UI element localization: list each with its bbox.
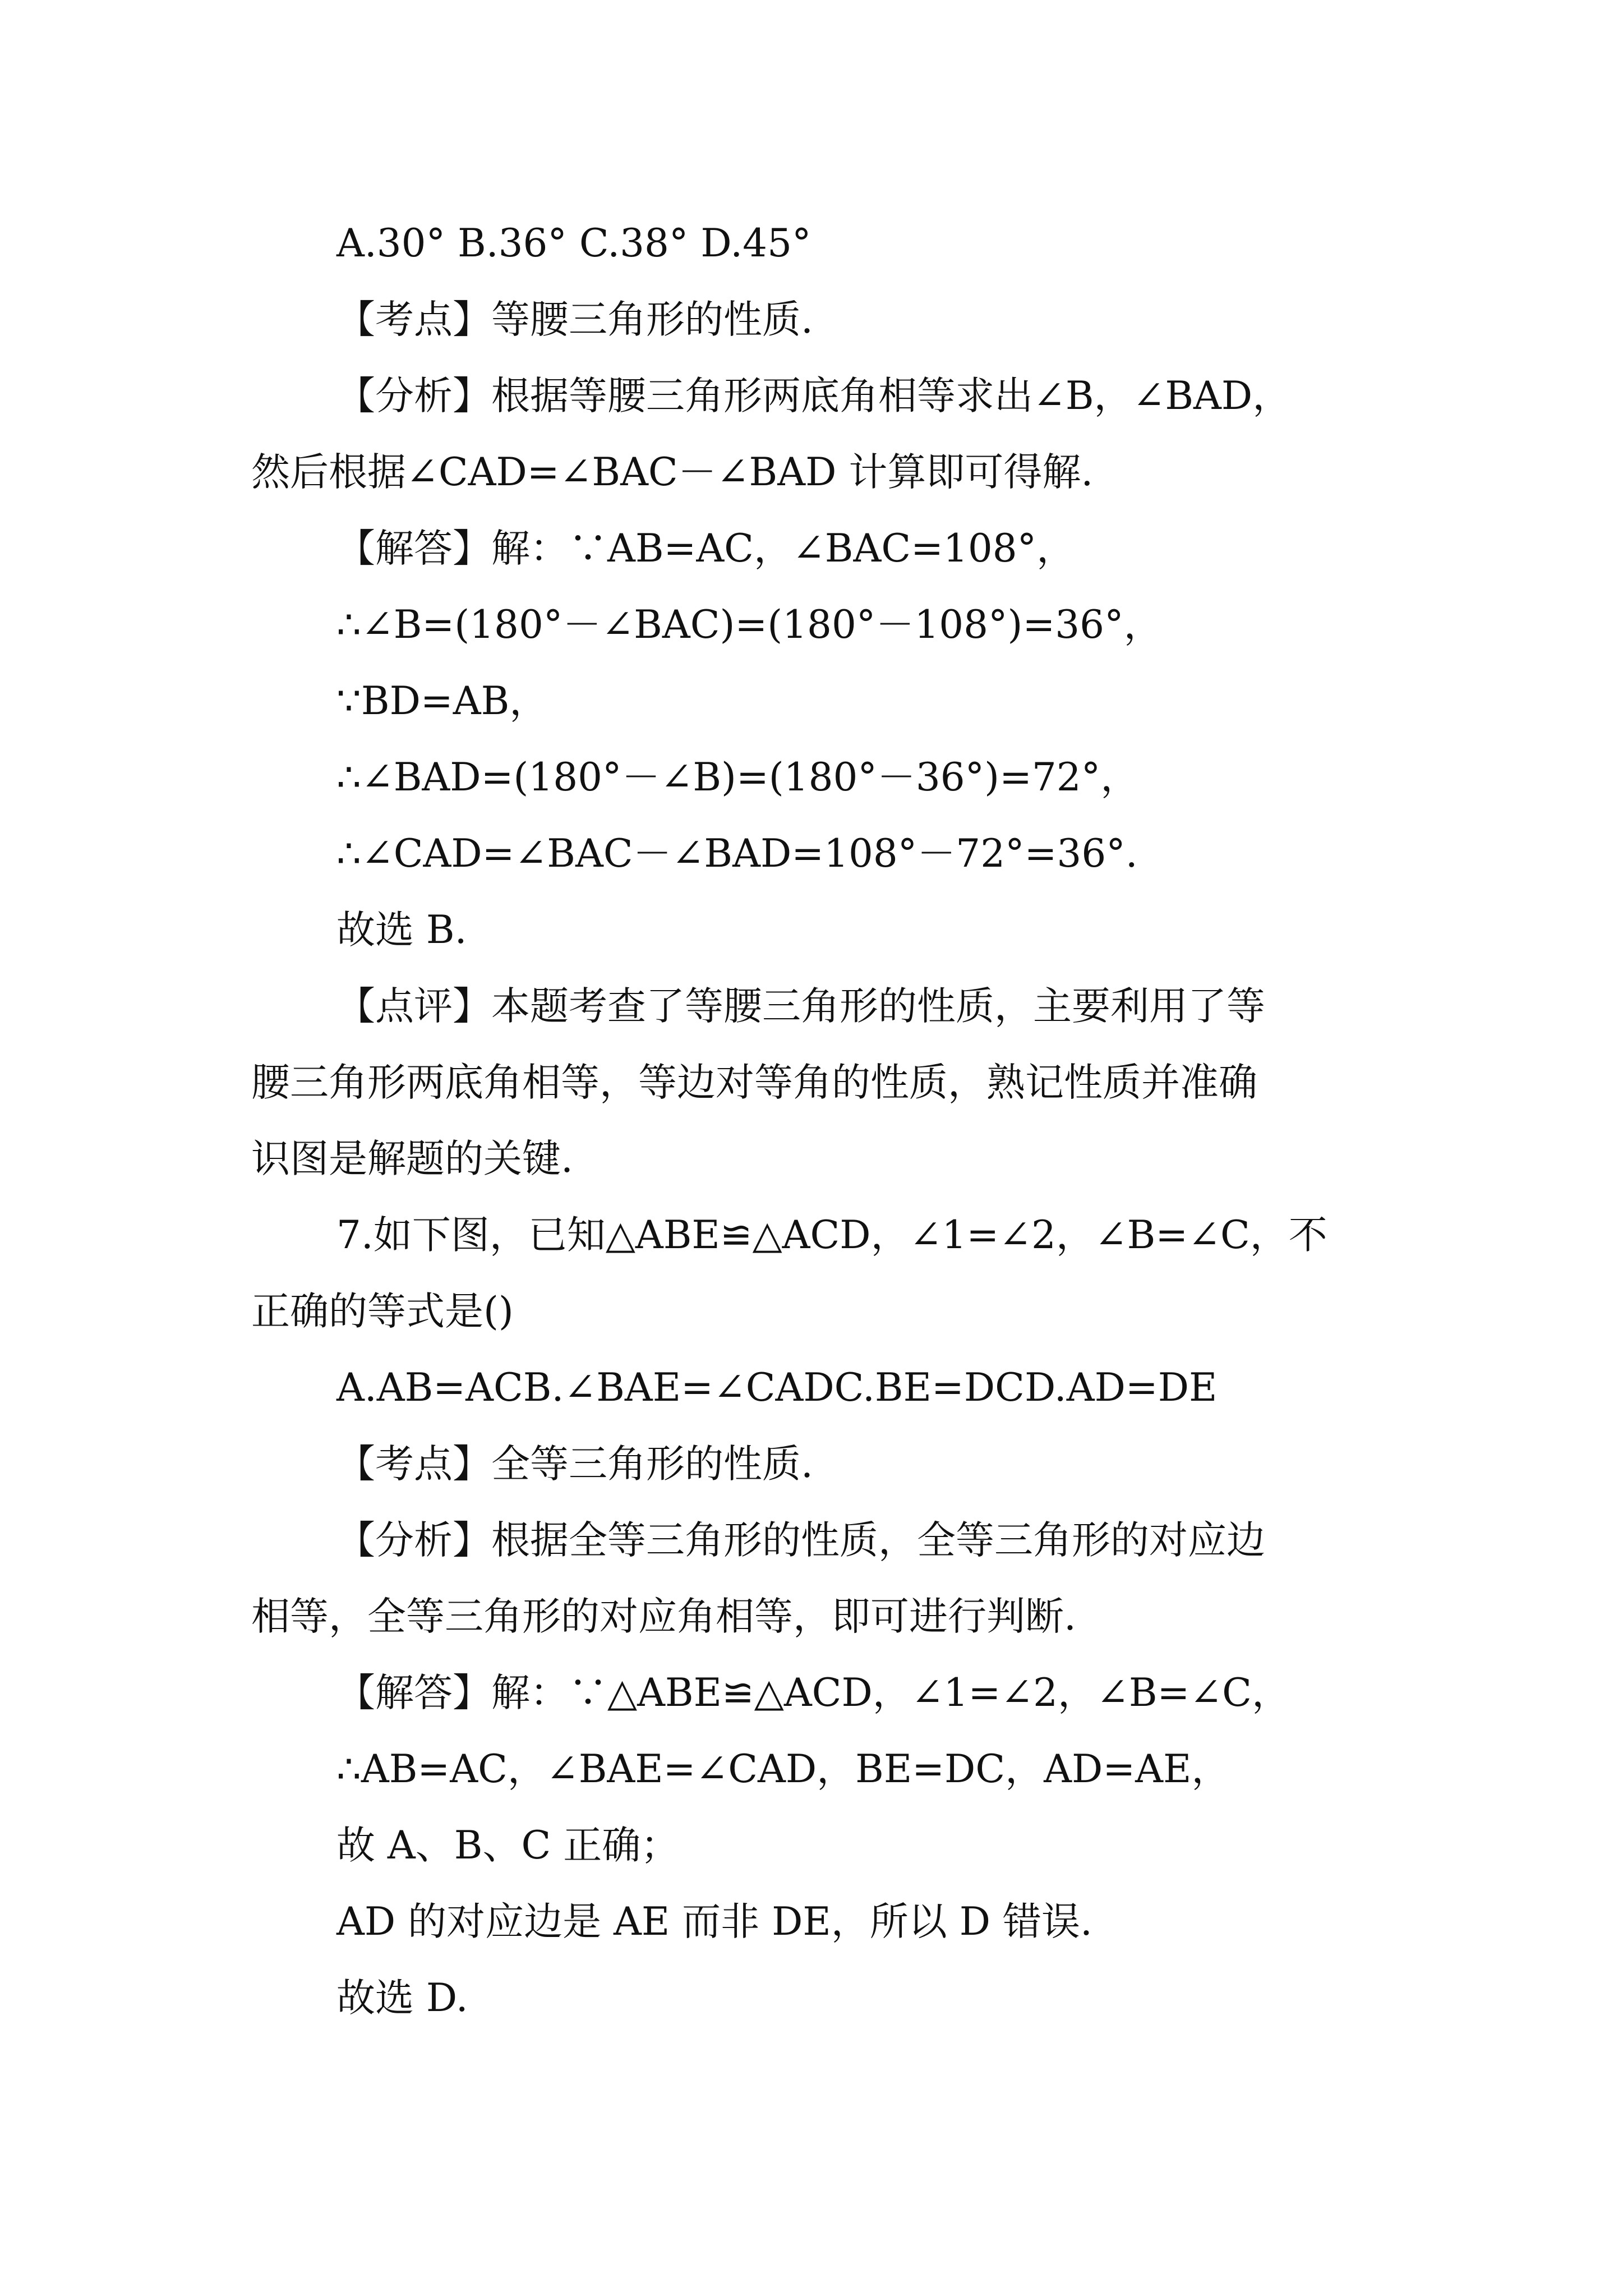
options-line-q6: A.30° B.36° C.38° D.45° xyxy=(336,221,811,266)
question-7-line: 7.如下图，已知△ABE≌△ACD，∠1=∠2，∠B=∠C，不 xyxy=(336,1213,1327,1258)
solution-step-3: ∴∠BAD=(180°－∠B)=(180°－36°)=72°， xyxy=(336,755,1140,800)
fenxi-continuation-q6: 然后根据∠CAD=∠BAC－∠BAD 计算即可得解. xyxy=(251,450,1094,495)
solution-step-1: ∴∠B=(180°－∠BAC)=(180°－108°)=36°， xyxy=(336,602,1163,647)
solution-q7-step-3: AD 的对应边是 AE 而非 DE，所以 D 错误. xyxy=(336,1899,1092,1944)
kaodian-line-q6: 【考点】等腰三角形的性质. xyxy=(336,297,813,342)
jieda-line-q7: 【解答】解：∵△ABE≌△ACD，∠1=∠2，∠B=∠C， xyxy=(336,1671,1290,1715)
question-7-continuation: 正确的等式是() xyxy=(251,1289,514,1334)
solution-q7-step-1: ∴AB=AC，∠BAE=∠CAD，BE=DC，AD=AE， xyxy=(336,1747,1230,1792)
fenxi-continuation-q7: 相等，全等三角形的对应角相等，即可进行判断. xyxy=(251,1594,1076,1639)
dianping-continuation-1: 腰三角形两底角相等，等边对等角的性质，熟记性质并准确 xyxy=(251,1060,1257,1105)
jieda-line-q6: 【解答】解：∵AB=AC，∠BAC=108°， xyxy=(336,526,1076,571)
kaodian-line-q7: 【考点】全等三角形的性质. xyxy=(336,1442,813,1487)
solution-step-2: ∵BD=AB， xyxy=(336,679,548,724)
solution-q7-step-2: 故 A、B、C 正确； xyxy=(336,1823,680,1868)
answer-line-q6: 故选 B. xyxy=(336,908,467,953)
answer-line-q7: 故选 D. xyxy=(336,1976,468,2021)
fenxi-line-q7: 【分析】根据全等三角形的性质，全等三角形的对应边 xyxy=(336,1518,1265,1563)
options-line-q7: A.AB=ACB.∠BAE=∠CADC.BE=DCD.AD=DE xyxy=(336,1365,1218,1410)
fenxi-line-q6: 【分析】根据等腰三角形两底角相等求出∠B，∠BAD， xyxy=(336,374,1292,418)
dianping-continuation-2: 识图是解题的关键. xyxy=(251,1137,573,1181)
dianping-line-q6: 【点评】本题考查了等腰三角形的性质，主要利用了等 xyxy=(336,984,1265,1029)
solution-step-4: ∴∠CAD=∠BAC－∠BAD=108°－72°=36°. xyxy=(336,831,1138,876)
